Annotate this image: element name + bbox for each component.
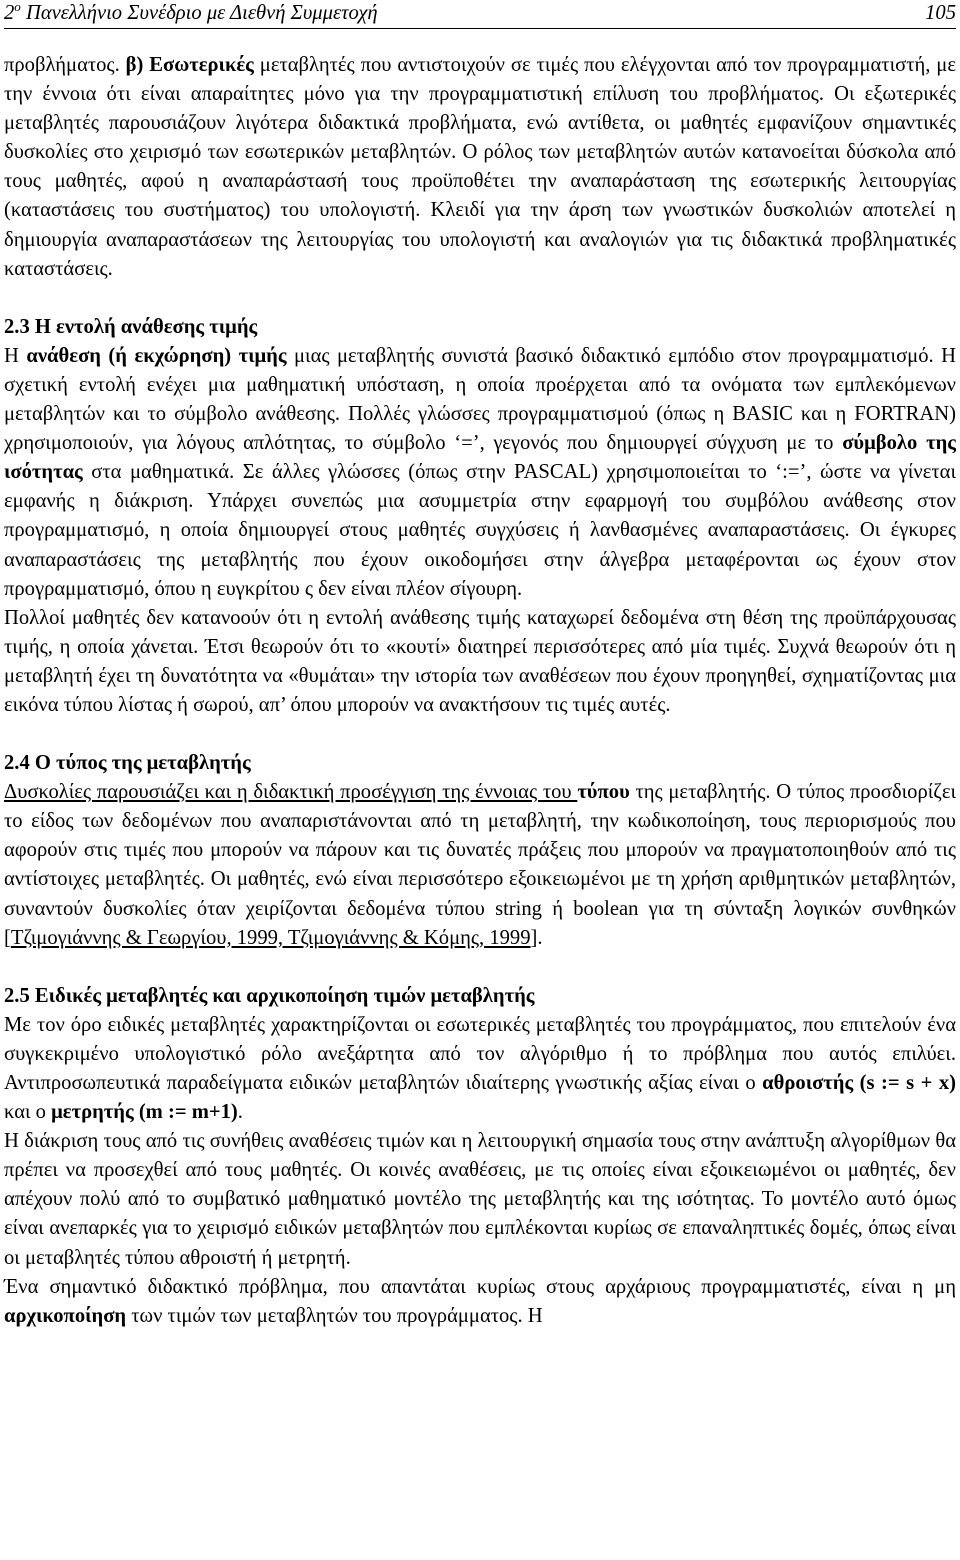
section-2-3-paragraph-1: Η ανάθεση (ή εκχώρηση) τιμής μιας μεταβλητής συνιστά βασικό διδακτικό εμπόδιο στον προγραμματισμό. Η σχετική εντολή ενέχει μια μαθηματική υπόσταση, η οποία προέρχεται από τα ονόματα των εμπλεκόμενων μεταβλητών και το σύμβολο ανάθεσης. Πολλές γλώσσες προγραμματισμού (όπως η BASIC και η FORTRAN) χρησιμοποιούν, για λόγους απλότητας, το σύμβολο ‘=’, γεγονός που δημιουργεί σύγχυση με το σύμβολο της ισότητας στα μαθηματικά. Σε άλλες γλώσσες (όπως στην PASCAL) χρησιμοποιείται το ‘:=’, ώστε να γίνεται εμφανής η διάκριση. Υπάρχει συνεπώς μια ασυμμετρία στην εφαρμογή του συμβόλου ανάθεσης στον προγραμματισμό, η οποία δημιουργεί στους μαθητές συγχύσεις ή λανθασμένες αναπαραστάσεις. Οι έγκυρες αναπαραστάσεις της μεταβλητής που έχουν οικοδομήσει στην άλγεβρα μεταφέρονται ως έχουν στον προγραμματισμό, όπου η ευγκρίτου ς δεν είναι πλέον σίγουρη. — [4, 344, 956, 600]
section-2-3-heading: 2.3 Η εντολή ανάθεσης τιμής — [4, 315, 258, 338]
section-2-4-heading: 2.4 Ο τύπος της μεταβλητής — [4, 752, 251, 775]
section-2-5-paragraph-1: Με τον όρο ειδικές μεταβλητές χαρακτηρίζονται οι εσωτερικές μεταβλητές του προγράμματος, που επιτελούν ένα συγκεκριμένο υπολογιστικό ρόλο ανεξάρτητα από τον αλγόριθμο ή το πρόβλημα που αυτός επιλύει. Αντιπροσωπευτικά παραδείγματα ειδικών μεταβλητών ιδιαίτερης γνωστικής αξίας είναι ο αθροιστής (s := s + x) και ο μετρητής (m := m+1). — [4, 1013, 956, 1124]
section-2-4-paragraph-1: Δυσκολίες παρουσιάζει και η διδακτική προσέγγιση της έννοιας του τύπου της μεταβλητής. Ο τύπος προσδιορίζει το είδος των δεδομένων που αναπαριστάνονται από τη μεταβλητή, την κωδικοποίηση, τους περιορισμούς που αφορούν στις τιμές που μπορούν να πάρουν και τις δυνατές πράξεις που μπορούν να πραγματοποιηθούν από τις αντίστοιχες μεταβλητές. Οι μαθητές, ενώ είναι περισσότερο εξοικειωμένοι με τη χρήση αριθμητικών μεταβλητών, συναντούν δυσκολίες όταν χειρίζονται δεδομένα τύπου string ή boolean για τη σύνταξη λογικών συνθηκών [Τζιμογιάννης & Γεωργίου, 1999, Τζιμογιάννης & Κόμης, 1999]. — [4, 781, 957, 949]
running-header — [4, 2, 956, 29]
section-2-5-heading: 2.5 Ειδικές μεταβλητές και αρχικοποίηση τιμών μεταβλητής — [4, 984, 535, 1007]
page-number: 105 — [925, 2, 956, 24]
intro-paragraph: προβλήματος. β) Εσωτερικές μεταβλητές που αντιστοιχούν σε τιμές που ελέγχονται από τον προγραμματιστή, με την έννοια ότι είναι απαραίτητες μόνο για την προγραμματιστική επίλυση του προβλήματος. Οι εξωτερικές μεταβλητές παρουσιάζουν λιγότερα διδακτικά προβλήματα, ενώ αντίθετα, οι μαθητές εμφανίζουν σημαντικές δυσκολίες στο χειρισμό των εσωτερικών μεταβλητών. Ο ρόλος των μεταβλητών αυτών κατανοείται δύσκολα από τους μαθητές, αφού η αναπαράστασή τους προϋποθέτει την αναπαράσταση της εσωτερικής λειτουργίας (καταστάσεις του συστήματος) του υπολογιστή. Κλειδί για την άρση των γνωστικών δυσκολιών αποτελεί η δημιουργία αναπαραστάσεων της λειτουργίας του υπολογιστή και αναλογιών για τις διδακτικά προβληματικές καταστάσεις. — [4, 54, 956, 280]
section-2-5-paragraph-2: Η διάκριση τους από τις συνήθεις αναθέσεις τιμών και η λειτουργική σημασία τους στην ανάπτυξη αλγορίθμων θα πρέπει να προσεχθεί από τους μαθητές. Οι κοινές αναθέσεις, με τις οποίες είναι εξοικειωμένοι οι μαθητές, δεν απέχουν πολύ από το συμβατικό μαθηματικό μοντέλο της μεταβλητής και της ισότητας. Το μοντέλο αυτό όμως είναι ανεπαρκές για το χειρισμό ειδικών μεταβλητών που εμπλέκονται κυρίως σε επαναληπτικές δομές, όπως είναι οι μεταβλητές τύπου αθροιστή ή μετρητή. — [4, 1130, 956, 1269]
document-page — [0, 2, 960, 1560]
conference-title: $2^o$ Πανελλήνιο Συνέδριο με Διεθνή Συμμετοχή — [4, 0, 378, 24]
citation-link[interactable]: Τζιμογιάννης & Γεωργίου, 1999, Τζιμογιάννης & Κόμης, 1999 — [10, 926, 531, 949]
section-2-5-paragraph-3: Ένα σημαντικό διδακτικό πρόβλημα, που απαντάται κυρίως στους αρχάριους προγραμματιστές, είναι η μη αρχικοποίηση των τιμών των μεταβλητών του προγράμματος. Η — [4, 1275, 956, 1327]
section-2-3-paragraph-2: Πολλοί μαθητές δεν κατανοούν ότι η εντολή ανάθεσης τιμής καταχωρεί δεδομένα στη θέση της προϋπάρχουσας τιμής, η οποία χάνεται. Έτσι θεωρούν ότι το «κουτί» διατηρεί περισσότερες από μία τιμές. Συχνά θεωρούν ότι η μεταβλητή έχει τη δυνατότητα να «θυμάται» την ιστορία των αναθέσεων που έχουν προηγηθεί, σχηματίζοντας μια εικόνα τύπου λίστας ή σωρού, απ’ όπου μπορούν να ανακτήσουν τις τιμές αυτές. — [4, 606, 956, 716]
